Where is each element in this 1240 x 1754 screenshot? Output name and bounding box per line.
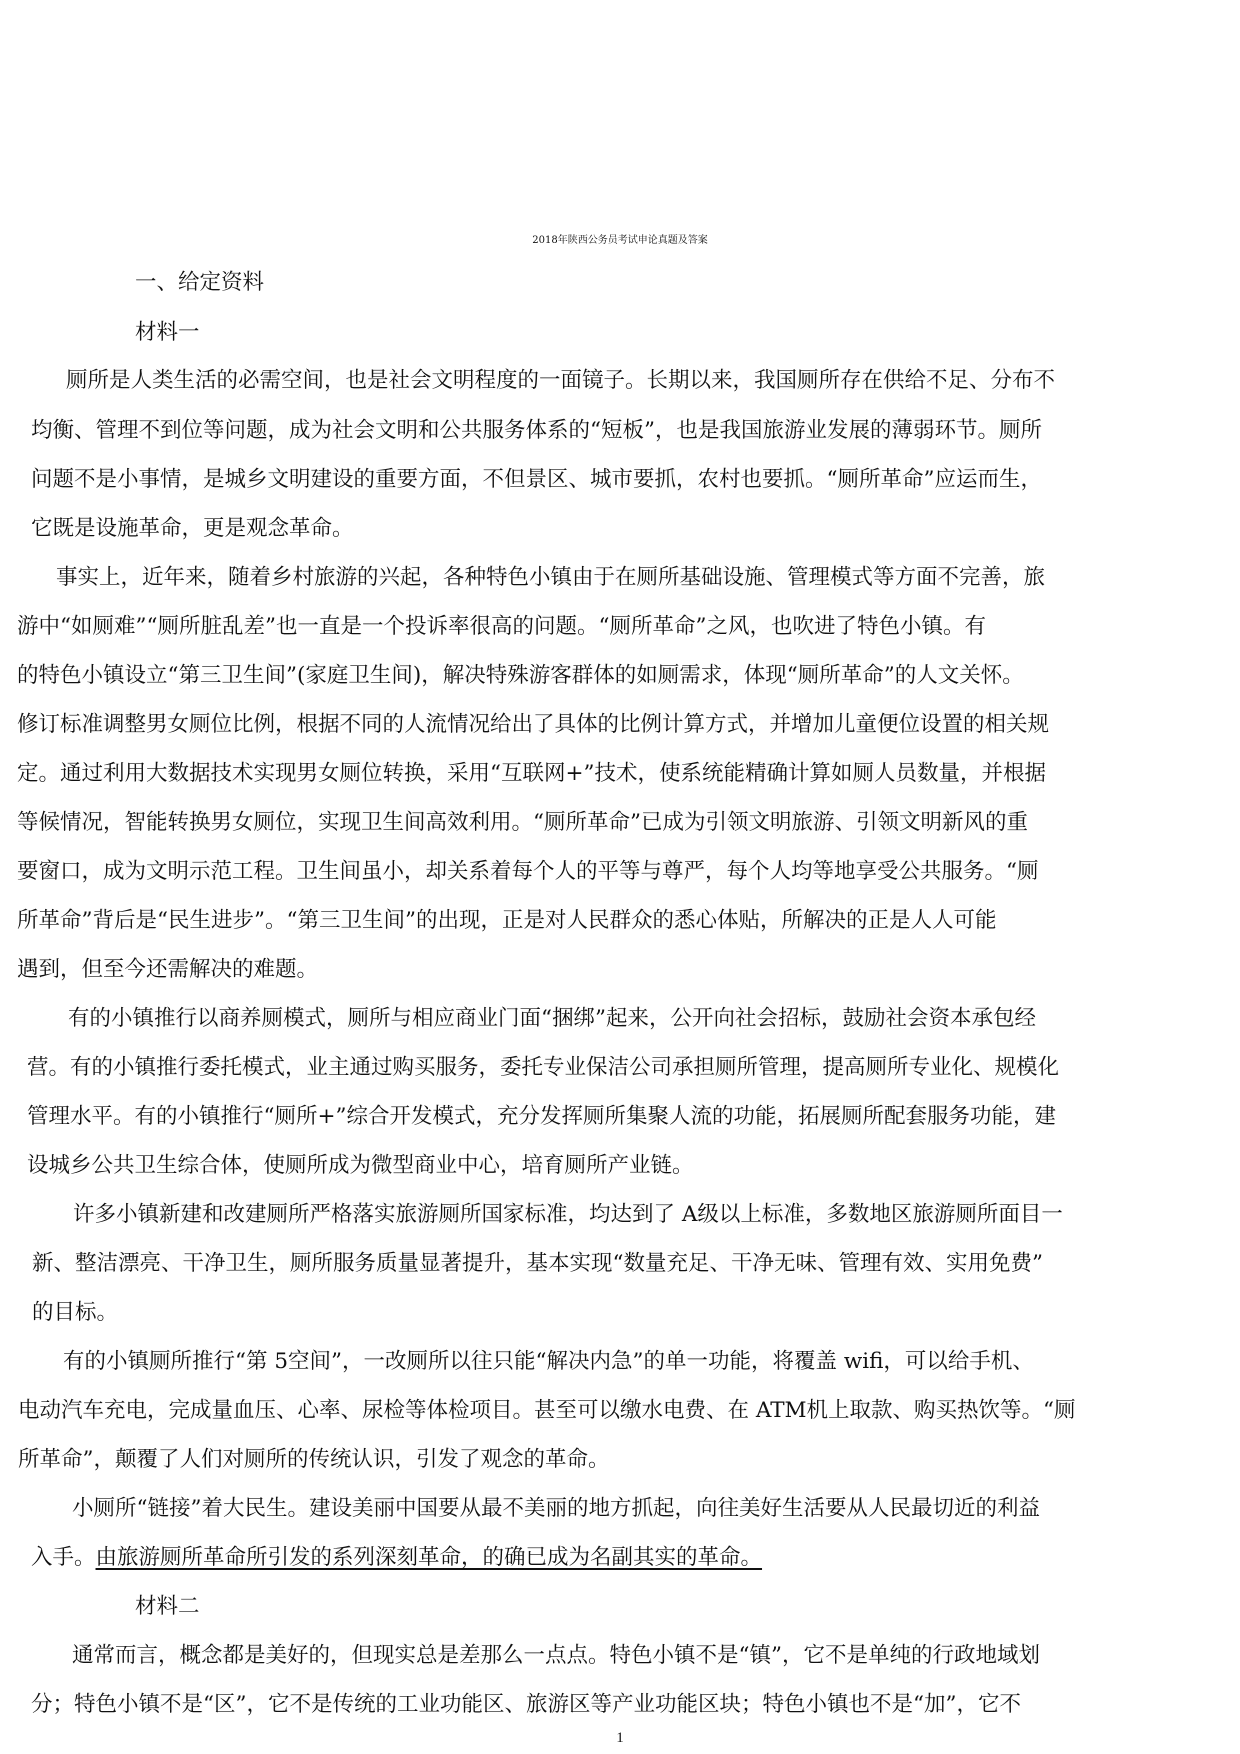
body-line: 许多小镇新建和改建厕所严格落实旅游厕所国家标准，均达到了 A级以上标准，多数地区旅游厕所面目一: [73, 1202, 1063, 1227]
body-line: 均衡、管理不到位等问题，成为社会文明和公共服务体系的“短板”，也是我国旅游业发展的薄弱环节。厕所: [31, 418, 1042, 443]
body-line: 定。通过利用大数据技术实现男女厕位转换，采用“互联网+”技术，使系统能精确计算如厕人员数量，并根据: [17, 761, 1047, 786]
body-line: 问题不是小事情，是城乡文明建设的重要方面，不但景区、城市要抓，农村也要抓。“厕所革命”应运而生，: [31, 467, 1042, 492]
body-line: 它既是设施革命，更是观念革命。: [31, 516, 354, 541]
body-line: 管理水平。有的小镇推行“厕所+”综合开发模式，充分发挥厕所集聚人流的功能，拓展厕所配套服务功能，建: [27, 1104, 1057, 1129]
body-line: 分；特色小镇不是“区”，它不是传统的工业功能区、旅游区等产业功能区块；特色小镇也不是“加”，它不: [31, 1692, 1021, 1717]
body-line: 遇到，但至今还需解决的难题。: [17, 957, 319, 982]
body-line: 有的小镇厕所推行“第 5空间”，一改厕所以往只能“解决内急”的单一功能，将覆盖 wifi，可以给手机、: [63, 1349, 1034, 1374]
body-line: 有的小镇推行以商养厕模式，厕所与相应商业门面“捆绑”起来，公开向社会招标，鼓励社会资本承包经: [68, 1006, 1036, 1031]
body-line: 要窗口，成为文明示范工程。卫生间虽小，却关系着每个人的平等与尊严，每个人均等地享受公共服务。“厕: [17, 859, 1039, 884]
body-line: 所革命”背后是“民生进步”。“第三卫生间”的出现，正是对人民群众的悉心体贴，所解决的正是人人可能: [17, 908, 997, 933]
body-line: 设城乡公共卫生综合体，使厕所成为微型商业中心，培育厕所产业链。: [27, 1153, 694, 1178]
page-number: 1: [616, 1730, 624, 1746]
body-line: 营。有的小镇推行委托模式，业主通过购买服务，委托专业保洁公司承担厕所管理，提高厕所专业化、规模化: [27, 1055, 1060, 1080]
body-line: 通常而言，概念都是美好的，但现实总是差那么一点点。特色小镇不是“镇”，它不是单纯的行政地域划: [72, 1643, 1040, 1668]
material-heading-two: 材料二: [135, 1594, 200, 1619]
body-line: 修订标准调整男女厕位比例，根据不同的人流情况给出了具体的比例计算方式，并增加儿童便位设置的相关规: [17, 712, 1050, 737]
body-line: 游中“如厕难”“厕所脏乱差”也一直是一个投诉率很高的问题。“厕所革命”之风，也吹进了特色小镇。有: [17, 614, 986, 639]
body-line: 小厕所“链接”着大民生。建设美丽中国要从最不美丽的地方抓起，向往美好生活要从人民最切近的利益: [72, 1496, 1040, 1521]
document-title: 2018年陕西公务员考试申论真题及答案: [532, 235, 708, 246]
body-line: 等候情况，智能转换男女厕位，实现卫生间高效利用。“厕所革命”已成为引领文明旅游、引领文明新风的重: [17, 810, 1028, 835]
body-text: 入手。: [31, 1545, 96, 1570]
body-line: 电动汽车充电，完成量血压、心率、尿检等体检项目。甚至可以缴水电费、在 ATM机上取款、购买热饮等。“厕: [18, 1398, 1076, 1423]
section-heading: 一、给定资料: [135, 270, 265, 295]
body-line: 所革命”，颠覆了人们对厕所的传统认识，引发了观念的革命。: [18, 1447, 610, 1472]
body-line: 厕所是人类生活的必需空间，也是社会文明程度的一面镜子。长期以来，我国厕所存在供给不足、分布不: [66, 368, 1056, 393]
body-line: [31, 1543, 762, 1573]
body-line: 事实上，近年来，随着乡村旅游的兴起，各种特色小镇由于在厕所基础设施、管理模式等方面不完善，旅: [56, 565, 1046, 590]
material-heading-one: 材料一: [135, 320, 200, 345]
body-line: 新、整洁漂亮、干净卫生，厕所服务质量显著提升，基本实现“数量充足、干净无味、管理有效、实用免费”: [32, 1251, 1043, 1276]
body-line: 的特色小镇设立“第三卫生间”(家庭卫生间)，解决特殊游客群体的如厕需求，体现“厕所革命”的人文关怀。: [17, 663, 1024, 688]
body-line: 的目标。: [32, 1300, 119, 1325]
underlined-sentence: 由旅游厕所革命所引发的系列深刻革命，的确已成为名副其实的革命。: [95, 1545, 763, 1570]
